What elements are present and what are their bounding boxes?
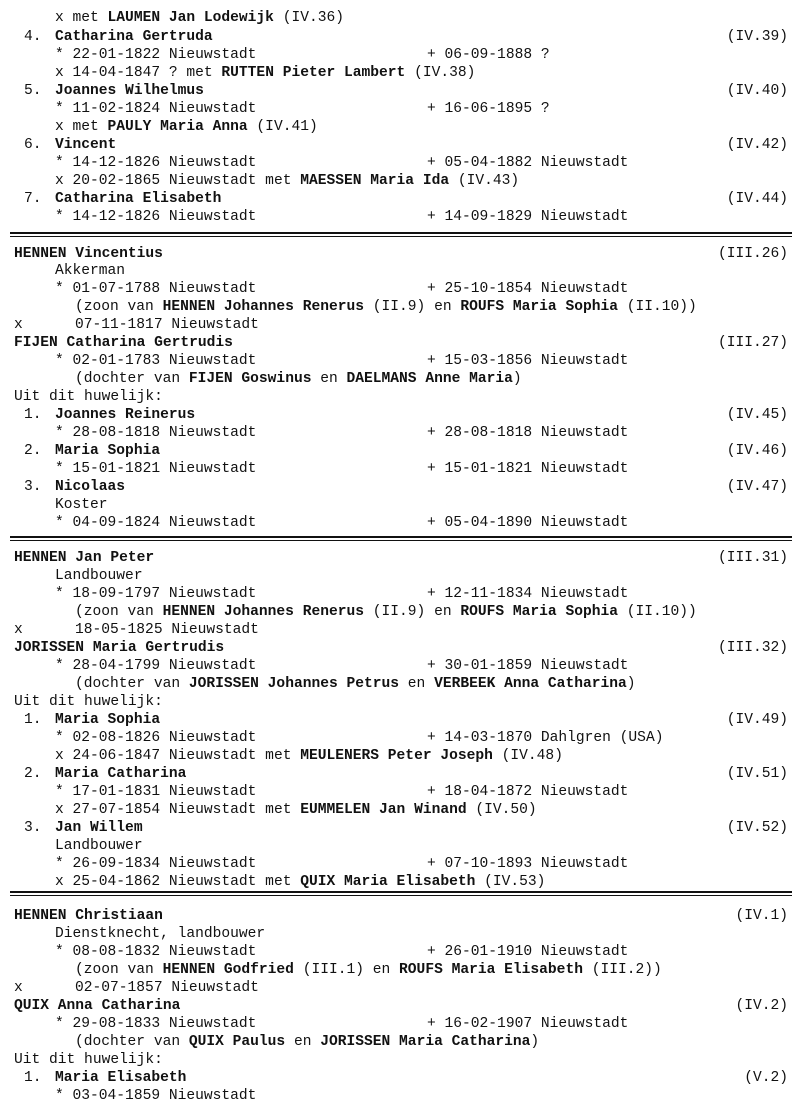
reference-code: (V.2) bbox=[744, 1070, 788, 1086]
death-record: + 15-01-1821 Nieuwstadt bbox=[427, 461, 629, 477]
text-segment: (zoon van bbox=[75, 962, 163, 978]
child-name: Maria Sophia bbox=[55, 712, 161, 728]
inline-text bbox=[75, 675, 636, 693]
text-segment: (II.10)) bbox=[618, 604, 697, 620]
reference-code: (IV.2) bbox=[735, 998, 788, 1014]
birth-record: * 04-09-1824 Nieuwstadt bbox=[55, 515, 257, 531]
marriage-mark: x bbox=[14, 317, 23, 333]
text-line bbox=[0, 388, 800, 406]
child-name: Maria Sophia bbox=[55, 443, 161, 459]
child-number: 7. bbox=[24, 191, 42, 207]
text-line bbox=[0, 549, 800, 567]
person-name: EUMMELEN Jan Winand bbox=[300, 802, 467, 818]
child-number: 5. bbox=[24, 83, 42, 99]
birth-record: * 11-02-1824 Nieuwstadt bbox=[55, 101, 257, 117]
birth-record: * 29-08-1833 Nieuwstadt bbox=[55, 1016, 257, 1032]
text-segment: x 20-02-1865 Nieuwstadt met bbox=[55, 173, 301, 189]
inline-text bbox=[55, 118, 318, 136]
text-line bbox=[0, 1069, 800, 1087]
text-line bbox=[0, 9, 800, 27]
text-line bbox=[0, 316, 800, 334]
child-name: Joannes Reinerus bbox=[55, 407, 196, 423]
text-segment: (IV.38) bbox=[405, 65, 476, 81]
birth-record: * 01-07-1788 Nieuwstadt bbox=[55, 281, 257, 297]
reference-code: (IV.51) bbox=[726, 766, 788, 782]
text-line bbox=[0, 729, 800, 747]
death-record: + 12-11-1834 Nieuwstadt bbox=[427, 586, 629, 602]
plain-text: Uit dit huwelijk: bbox=[14, 1052, 163, 1068]
text-segment: (II.9) en bbox=[364, 604, 461, 620]
text-segment: (dochter van bbox=[75, 1034, 189, 1050]
text-line bbox=[0, 657, 800, 675]
text-segment: ) bbox=[626, 676, 636, 692]
birth-record: * 26-09-1834 Nieuwstadt bbox=[55, 856, 257, 872]
text-line bbox=[0, 334, 800, 352]
child-name: Catharina Elisabeth bbox=[55, 191, 222, 207]
death-record: + 28-08-1818 Nieuwstadt bbox=[427, 425, 629, 441]
inline-text bbox=[75, 603, 697, 621]
person-heading: HENNEN Christiaan bbox=[14, 908, 163, 924]
inline-text bbox=[75, 370, 522, 388]
reference-code: (III.31) bbox=[717, 550, 788, 566]
text-segment: (III.2)) bbox=[582, 962, 662, 978]
reference-code: (IV.45) bbox=[726, 407, 788, 423]
text-line bbox=[0, 370, 800, 388]
person-heading: HENNEN Vincentius bbox=[14, 246, 163, 262]
text-segment: x 25-04-1862 Nieuwstadt met bbox=[55, 874, 301, 890]
section-separator bbox=[10, 891, 792, 896]
text-line bbox=[0, 925, 800, 943]
text-line bbox=[0, 262, 800, 280]
marriage-mark: x bbox=[14, 980, 23, 996]
text-line bbox=[0, 245, 800, 263]
reference-code: (III.26) bbox=[717, 246, 788, 262]
text-line bbox=[0, 1051, 800, 1069]
text-segment: en bbox=[285, 1034, 321, 1050]
child-number: 6. bbox=[24, 137, 42, 153]
text-line bbox=[0, 693, 800, 711]
reference-code: (IV.1) bbox=[735, 908, 788, 924]
reference-code: (IV.49) bbox=[726, 712, 788, 728]
person-name: HENNEN Johannes Renerus bbox=[162, 299, 365, 315]
text-line bbox=[0, 46, 800, 64]
birth-record: * 14-12-1826 Nieuwstadt bbox=[55, 209, 257, 225]
plain-text: Koster bbox=[55, 497, 108, 513]
person-name: JORISSEN Johannes Petrus bbox=[188, 676, 400, 692]
text-line bbox=[0, 298, 800, 316]
text-line bbox=[0, 1033, 800, 1051]
marriage-record: 02-07-1857 Nieuwstadt bbox=[75, 980, 259, 996]
person-name: MEULENERS Peter Joseph bbox=[300, 748, 493, 764]
plain-text: Uit dit huwelijk: bbox=[14, 389, 163, 405]
person-heading: HENNEN Jan Peter bbox=[14, 550, 155, 566]
text-line bbox=[0, 567, 800, 585]
text-segment: x met bbox=[55, 119, 108, 135]
reference-code: (IV.39) bbox=[726, 29, 788, 45]
text-line bbox=[0, 675, 800, 693]
text-line bbox=[0, 997, 800, 1015]
child-name: Joannes Wilhelmus bbox=[55, 83, 204, 99]
text-segment: en bbox=[399, 676, 435, 692]
text-segment: x 14-04-1847 ? met bbox=[55, 65, 222, 81]
text-segment: (II.10)) bbox=[618, 299, 697, 315]
person-name: HENNEN Godfried bbox=[162, 962, 294, 978]
text-line bbox=[0, 208, 800, 226]
text-line bbox=[0, 585, 800, 603]
marriage-record: 18-05-1825 Nieuwstadt bbox=[75, 622, 259, 638]
child-name: Nicolaas bbox=[55, 479, 126, 495]
text-line bbox=[0, 280, 800, 298]
child-name: Jan Willem bbox=[55, 820, 143, 836]
text-line bbox=[0, 136, 800, 154]
marriage-record: 07-11-1817 Nieuwstadt bbox=[75, 317, 259, 333]
text-line bbox=[0, 907, 800, 925]
birth-record: * 03-04-1859 Nieuwstadt bbox=[55, 1088, 257, 1104]
text-line bbox=[0, 352, 800, 370]
text-line bbox=[0, 460, 800, 478]
child-name: Vincent bbox=[55, 137, 117, 153]
child-number: 4. bbox=[24, 29, 42, 45]
death-record: + 26-01-1910 Nieuwstadt bbox=[427, 944, 629, 960]
birth-record: * 02-01-1783 Nieuwstadt bbox=[55, 353, 257, 369]
person-heading: JORISSEN Maria Gertrudis bbox=[14, 640, 225, 656]
text-segment: (IV.53) bbox=[475, 874, 546, 890]
inline-text bbox=[55, 873, 545, 891]
death-record: + 05-04-1890 Nieuwstadt bbox=[427, 515, 629, 531]
reference-code: (IV.47) bbox=[726, 479, 788, 495]
birth-record: * 22-01-1822 Nieuwstadt bbox=[55, 47, 257, 63]
text-line bbox=[0, 765, 800, 783]
text-segment: (IV.36) bbox=[273, 10, 345, 26]
section-separator bbox=[10, 536, 792, 541]
person-name: PAULY Maria Anna bbox=[107, 119, 248, 135]
text-line bbox=[0, 64, 800, 82]
reference-code: (IV.52) bbox=[726, 820, 788, 836]
text-line bbox=[0, 943, 800, 961]
reference-code: (IV.42) bbox=[726, 137, 788, 153]
birth-record: * 17-01-1831 Nieuwstadt bbox=[55, 784, 257, 800]
birth-record: * 28-04-1799 Nieuwstadt bbox=[55, 658, 257, 674]
text-segment: (zoon van bbox=[75, 299, 163, 315]
person-name: MAESSEN Maria Ida bbox=[300, 173, 450, 189]
birth-record: * 14-12-1826 Nieuwstadt bbox=[55, 155, 257, 171]
text-line bbox=[0, 406, 800, 424]
plain-text: Uit dit huwelijk: bbox=[14, 694, 163, 710]
text-line bbox=[0, 82, 800, 100]
death-record: + 30-01-1859 Nieuwstadt bbox=[427, 658, 629, 674]
text-segment: (dochter van bbox=[75, 676, 189, 692]
reference-code: (III.27) bbox=[717, 335, 788, 351]
text-line bbox=[0, 639, 800, 657]
birth-record: * 08-08-1832 Nieuwstadt bbox=[55, 944, 257, 960]
reference-code: (IV.46) bbox=[726, 443, 788, 459]
inline-text bbox=[55, 64, 475, 82]
text-line bbox=[0, 1087, 800, 1105]
birth-record: * 28-08-1818 Nieuwstadt bbox=[55, 425, 257, 441]
death-record: + 16-06-1895 ? bbox=[427, 101, 550, 117]
birth-record: * 15-01-1821 Nieuwstadt bbox=[55, 461, 257, 477]
inline-text bbox=[75, 961, 662, 979]
text-line bbox=[0, 154, 800, 172]
birth-record: * 18-09-1797 Nieuwstadt bbox=[55, 586, 257, 602]
plain-text: Landbouwer bbox=[55, 568, 143, 584]
child-name: Maria Elisabeth bbox=[55, 1070, 187, 1086]
death-record: + 15-03-1856 Nieuwstadt bbox=[427, 353, 629, 369]
birth-record: * 02-08-1826 Nieuwstadt bbox=[55, 730, 257, 746]
child-number: 3. bbox=[24, 479, 42, 495]
text-line bbox=[0, 424, 800, 442]
text-segment: (IV.50) bbox=[466, 802, 537, 818]
child-number: 1. bbox=[24, 1070, 42, 1086]
person-name: LAUMEN Jan Lodewijk bbox=[107, 10, 274, 26]
person-name: QUIX Maria Elisabeth bbox=[300, 874, 476, 890]
child-number: 2. bbox=[24, 443, 42, 459]
person-name: HENNEN Johannes Renerus bbox=[162, 604, 365, 620]
text-line bbox=[0, 172, 800, 190]
child-number: 1. bbox=[24, 407, 42, 423]
death-record: + 07-10-1893 Nieuwstadt bbox=[427, 856, 629, 872]
person-name: VERBEEK Anna Catharina bbox=[434, 676, 627, 692]
person-name: FIJEN Goswinus bbox=[188, 371, 312, 387]
text-line bbox=[0, 783, 800, 801]
text-line bbox=[0, 496, 800, 514]
inline-text bbox=[55, 9, 344, 27]
reference-code: (IV.40) bbox=[726, 83, 788, 99]
text-segment: ) bbox=[512, 371, 522, 387]
child-name: Catharina Gertruda bbox=[55, 29, 213, 45]
text-segment: (IV.41) bbox=[247, 119, 318, 135]
text-segment: x 24-06-1847 Nieuwstadt met bbox=[55, 748, 301, 764]
death-record: + 05-04-1882 Nieuwstadt bbox=[427, 155, 629, 171]
plain-text: Dienstknecht, landbouwer bbox=[55, 926, 266, 942]
death-record: + 25-10-1854 Nieuwstadt bbox=[427, 281, 629, 297]
inline-text bbox=[55, 747, 563, 765]
person-heading: QUIX Anna Catharina bbox=[14, 998, 181, 1014]
person-name: ROUFS Maria Sophia bbox=[460, 299, 618, 315]
text-line bbox=[0, 747, 800, 765]
death-record: + 16-02-1907 Nieuwstadt bbox=[427, 1016, 629, 1032]
text-line bbox=[0, 1015, 800, 1033]
child-number: 1. bbox=[24, 712, 42, 728]
section-separator bbox=[10, 232, 792, 237]
text-line bbox=[0, 873, 800, 891]
inline-text bbox=[75, 1033, 539, 1051]
person-name: RUTTEN Pieter Lambert bbox=[221, 65, 406, 81]
marriage-mark: x bbox=[14, 622, 23, 638]
text-line bbox=[0, 514, 800, 532]
text-segment: (IV.48) bbox=[492, 748, 563, 764]
text-line bbox=[0, 442, 800, 460]
text-segment: (dochter van bbox=[75, 371, 189, 387]
text-line bbox=[0, 961, 800, 979]
person-name: ROUFS Maria Elisabeth bbox=[399, 962, 583, 978]
text-line bbox=[0, 837, 800, 855]
reference-code: (IV.44) bbox=[726, 191, 788, 207]
plain-text: Landbouwer bbox=[55, 838, 143, 854]
reference-code: (III.32) bbox=[717, 640, 788, 656]
child-number: 2. bbox=[24, 766, 42, 782]
death-record: + 14-09-1829 Nieuwstadt bbox=[427, 209, 629, 225]
inline-text bbox=[75, 298, 697, 316]
text-segment: (IV.43) bbox=[449, 173, 520, 189]
text-line bbox=[0, 801, 800, 819]
text-line bbox=[0, 855, 800, 873]
text-segment: (II.9) en bbox=[364, 299, 461, 315]
text-line bbox=[0, 100, 800, 118]
text-line bbox=[0, 711, 800, 729]
child-number: 3. bbox=[24, 820, 42, 836]
text-line bbox=[0, 118, 800, 136]
death-record: + 06-09-1888 ? bbox=[427, 47, 550, 63]
person-heading: FIJEN Catharina Gertrudis bbox=[14, 335, 233, 351]
text-line bbox=[0, 979, 800, 997]
text-line bbox=[0, 190, 800, 208]
text-line bbox=[0, 603, 800, 621]
inline-text bbox=[55, 172, 519, 190]
text-segment: x met bbox=[55, 10, 108, 26]
text-segment: (zoon van bbox=[75, 604, 163, 620]
text-line bbox=[0, 819, 800, 837]
text-line bbox=[0, 621, 800, 639]
text-segment: ) bbox=[530, 1034, 540, 1050]
person-name: JORISSEN Maria Catharina bbox=[320, 1034, 531, 1050]
plain-text: Akkerman bbox=[55, 263, 126, 279]
person-name: DAELMANS Anne Maria bbox=[346, 371, 513, 387]
text-segment: x 27-07-1854 Nieuwstadt met bbox=[55, 802, 301, 818]
text-segment: (III.1) en bbox=[293, 962, 400, 978]
text-line bbox=[0, 28, 800, 46]
child-name: Maria Catharina bbox=[55, 766, 187, 782]
person-name: QUIX Paulus bbox=[188, 1034, 286, 1050]
death-record: + 14-03-1870 Dahlgren (USA) bbox=[427, 730, 664, 746]
inline-text bbox=[55, 801, 537, 819]
text-segment: en bbox=[311, 371, 347, 387]
person-name: ROUFS Maria Sophia bbox=[460, 604, 618, 620]
text-line bbox=[0, 478, 800, 496]
death-record: + 18-04-1872 Nieuwstadt bbox=[427, 784, 629, 800]
